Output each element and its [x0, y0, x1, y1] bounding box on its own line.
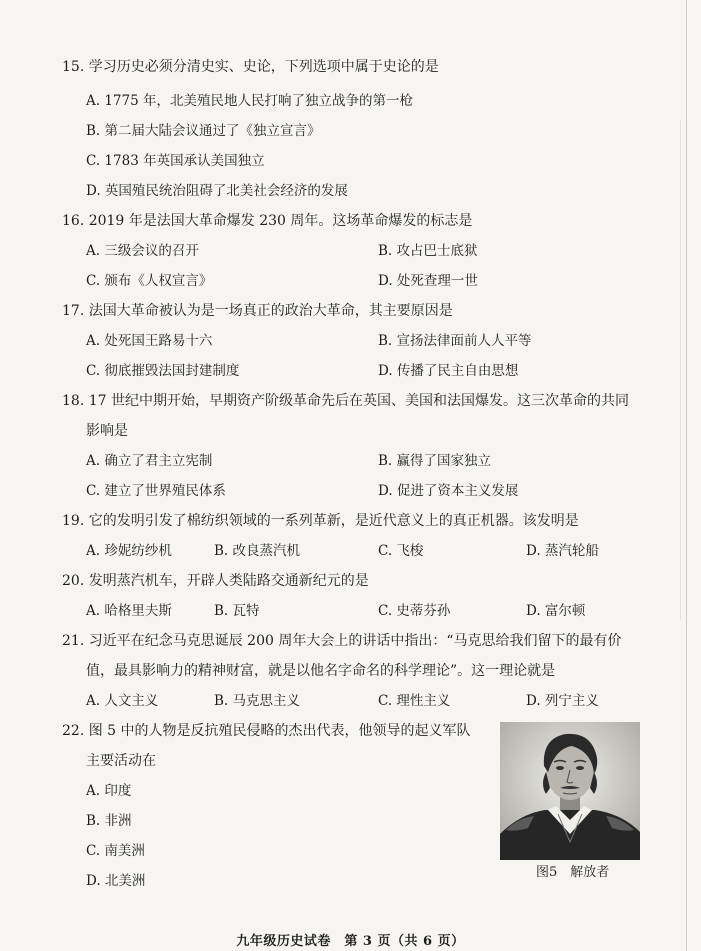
- question-21-option-a: A. 人文主义: [86, 693, 159, 709]
- question-17-stem: 17. 法国大革命被认为是一场真正的政治大革命，其主要原因是: [62, 303, 453, 319]
- question-18-option-a: A. 确立了君主立宪制: [86, 453, 213, 469]
- question-22-stem-continued: 主要活动在: [86, 753, 156, 769]
- question-19-option-a: A. 珍妮纺纱机: [86, 543, 172, 559]
- question-19-option-b: B. 改良蒸汽机: [214, 543, 301, 559]
- question-16-stem: 16. 2019 年是法国大革命爆发 230 周年。这场革命爆发的标志是: [62, 213, 473, 229]
- question-22-option-b: B. 非洲: [86, 813, 132, 829]
- question-21-stem: 21. 习近平在纪念马克思诞辰 200 周年大会上的讲话中指出：“马克思给我们留下的最有价: [62, 633, 622, 649]
- question-16-option-c: C. 颁布《人权宣言》: [86, 273, 213, 289]
- question-21-option-c: C. 理性主义: [378, 693, 451, 709]
- question-22-option-a: A. 印度: [86, 783, 132, 799]
- page-footer: 九年级历史试卷 第 3 页（共 6 页）: [236, 934, 465, 949]
- question-16-option-b: B. 攻占巴士底狱: [378, 243, 478, 259]
- question-22-option-d: D. 北美洲: [86, 873, 146, 889]
- question-17-option-d: D. 传播了民主自由思想: [378, 363, 519, 379]
- question-19-option-d: D. 蒸汽轮船: [526, 543, 599, 559]
- question-15-option-c: C. 1783 年英国承认美国独立: [86, 153, 265, 169]
- question-22-stem: 22. 图 5 中的人物是反抗殖民侵略的杰出代表，他领导的起义军队: [62, 723, 471, 739]
- question-15-option-d: D. 英国殖民统治阻碍了北美社会经济的发展: [86, 183, 348, 199]
- question-22-option-c: C. 南美洲: [86, 843, 145, 859]
- question-16-option-a: A. 三级会议的召开: [86, 243, 199, 259]
- question-17-option-b: B. 宣扬法律面前人人平等: [378, 333, 532, 349]
- scan-edge-line-faint: [680, 120, 681, 620]
- question-17-option-c: C. 彻底摧毁法国封建制度: [86, 363, 240, 379]
- scan-edge-line: [686, 0, 687, 951]
- question-18-stem-continued: 影响是: [86, 423, 128, 439]
- question-18-option-d: D. 促进了资本主义发展: [378, 483, 519, 499]
- figure-caption: 图5 解放者: [536, 865, 610, 880]
- question-19-stem: 19. 它的发明引发了棉纺织领域的一系列革新，是近代意义上的真正机器。该发明是: [62, 513, 579, 529]
- question-18-option-c: C. 建立了世界殖民体系: [86, 483, 226, 499]
- question-17-option-a: A. 处死国王路易十六: [86, 333, 213, 349]
- question-16-option-d: D. 处死查理一世: [378, 273, 478, 289]
- question-18-option-b: B. 赢得了国家独立: [378, 453, 492, 469]
- question-21-option-b: B. 马克思主义: [214, 693, 301, 709]
- question-20-option-a: A. 哈格里夫斯: [86, 603, 172, 619]
- question-15-option-b: B. 第二届大陆会议通过了《独立宣言》: [86, 123, 321, 139]
- question-20-option-c: C. 史蒂芬孙: [378, 603, 451, 619]
- question-20-stem: 20. 发明蒸汽机车，开辟人类陆路交通新纪元的是: [62, 573, 369, 589]
- question-20-option-b: B. 瓦特: [214, 603, 260, 619]
- question-15-stem: 15. 学习历史必须分清史实、史论，下列选项中属于史论的是: [62, 59, 439, 75]
- portrait-image: [500, 722, 640, 860]
- question-18-stem: 18. 17 世纪中期开始，早期资产阶级革命先后在英国、美国和法国爆发。这三次革命的共同: [62, 393, 629, 409]
- question-21-stem-continued: 值，最具影响力的精神财富，就是以他名字命名的科学理论”。这一理论就是: [86, 663, 556, 679]
- question-21-option-d: D. 列宁主义: [526, 693, 599, 709]
- question-20-option-d: D. 富尔顿: [526, 603, 586, 619]
- question-19-option-c: C. 飞梭: [378, 543, 424, 559]
- question-15-option-a: A. 1775 年，北美殖民地人民打响了独立战争的第一枪: [86, 93, 413, 109]
